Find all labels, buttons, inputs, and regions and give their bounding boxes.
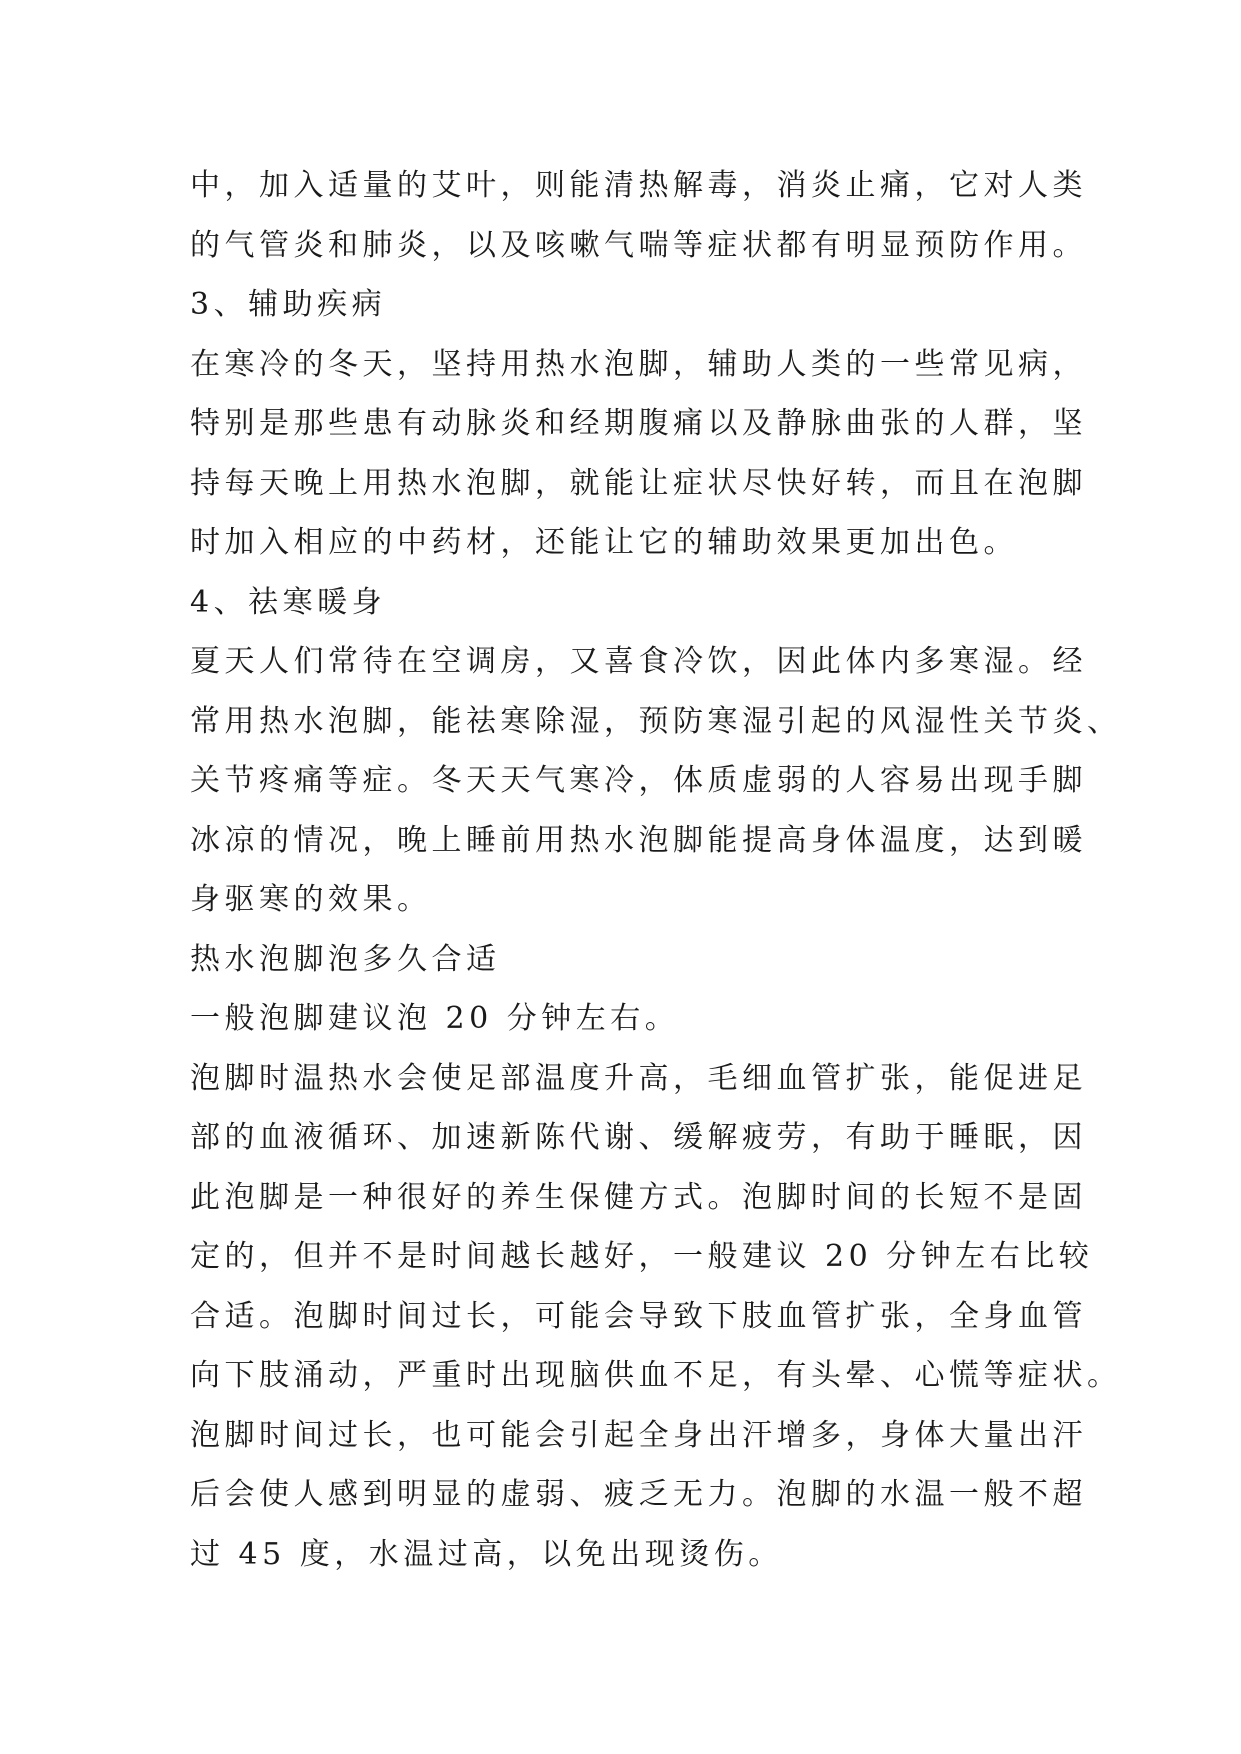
- text-line: 身驱寒的效果。: [190, 882, 432, 917]
- text-line: 的气管炎和肺炎，以及咳嗽气喘等症状都有明显预防作用。: [190, 227, 1087, 263]
- text-line: 持每天晚上用热水泡脚，就能让症状尽快好转，而且在泡脚: [190, 465, 1087, 501]
- text-line: 泡脚时温热水会使足部温度升高，毛细血管扩张，能促进足: [190, 1060, 1087, 1096]
- body-text: [190, 156, 1122, 1584]
- text-line: 夏天人们常待在空调房，又喜食冷饮，因此体内多寒湿。经: [190, 644, 1087, 679]
- text-line: 时加入相应的中药材，还能让它的辅助效果更加出色。: [190, 525, 1018, 560]
- text-line: 在寒冷的冬天，坚持用热水泡脚，辅助人类的一些常见病，: [190, 346, 1087, 382]
- text-line: 部的血液循环、加速新陈代谢、缓解疲劳，有助于睡眠，因: [190, 1120, 1087, 1155]
- text-line: 定的，但并不是时间越长越好，一般建议 20 分钟左右比较: [190, 1239, 1094, 1274]
- section-heading: 4、祛寒暖身: [190, 584, 387, 620]
- text-line: 合适。泡脚时间过长，可能会导致下肢血管扩张，全身血管: [190, 1298, 1087, 1334]
- text-line: 向下肢涌动，严重时出现脑供血不足，有头晕、心慌等症状。: [190, 1358, 1122, 1393]
- text-line: 常用热水泡脚，能祛寒除湿，预防寒湿引起的风湿性关节炎、: [190, 703, 1122, 739]
- section-heading: 3、辅助疾病: [190, 287, 387, 322]
- text-line: 一般泡脚建议泡 20 分钟左右。: [190, 1001, 680, 1036]
- text-line: 后会使人感到明显的虚弱、疲乏无力。泡脚的水温一般不超: [190, 1477, 1087, 1512]
- text-line: 冰凉的情况，晚上睡前用热水泡脚能提高身体温度，达到暖: [190, 822, 1087, 858]
- text-line: 泡脚时间过长，也可能会引起全身出汗增多，身体大量出汗: [190, 1417, 1087, 1453]
- text-line: 过 45 度，水温过高，以免出现烫伤。: [190, 1536, 783, 1572]
- text-line: 关节疼痛等症。冬天天气寒冷，体质虚弱的人容易出现手脚: [190, 763, 1087, 798]
- text-line: 特别是那些患有动脉炎和经期腹痛以及静脉曲张的人群，坚: [190, 406, 1087, 441]
- text-line: 中，加入适量的艾叶，则能清热解毒，消炎止痛，它对人类: [190, 168, 1087, 203]
- section-heading: 热水泡脚泡多久合适: [190, 941, 501, 977]
- text-line: 此泡脚是一种很好的养生保健方式。泡脚时间的长短不是固: [190, 1179, 1087, 1215]
